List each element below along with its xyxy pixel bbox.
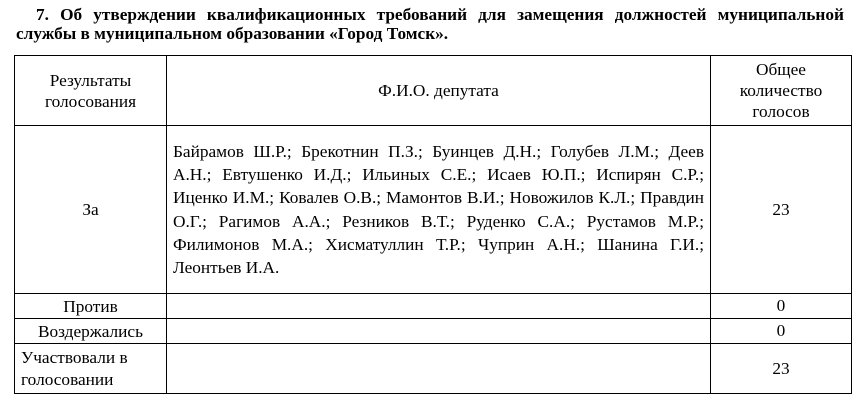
voting-results-table (14, 55, 852, 394)
agenda-item-number: 7. (36, 5, 49, 24)
row-label-against: Против (15, 294, 167, 319)
deputy-names-against (167, 294, 711, 319)
header-deputy-name: Ф.И.О. депутата (167, 56, 711, 126)
table-row-abstained (15, 319, 852, 344)
row-label-abstained: Воздержались (15, 319, 167, 344)
deputy-names-abstained (167, 319, 711, 344)
table-row-against (15, 294, 852, 319)
vote-count-participated: 23 (711, 344, 852, 394)
vote-count-abstained: 0 (711, 319, 852, 344)
vote-count-against: 0 (711, 294, 852, 319)
deputy-names-for: Байрамов Ш.Р.; Брекотнин П.З.; Буинцев Д.Н.; Голубев Л.М.; Деев А.Н.; Евтушенко И.Д.; Ильиных С.Е.; Исаев Ю.П.; Испирян С.Р.; Иценко И.М.; Ковалев О.В.; Мамонтов В.И.; Новожилов К.Л.; Правдин О.Г.; Рагимов А.А.; Резников В.Т.; Руденко С.А.; Рустамов М.Р.; Филимонов М.А.; Хисматуллин Т.Р.; Чуприн А.Н.; Шанина Г.И.; Леонтьев И.А. (167, 126, 711, 294)
row-label-participated: Участвовали в голосовании (15, 344, 167, 394)
vote-count-for: 23 (711, 126, 852, 294)
header-results: Результаты голосования (15, 56, 167, 126)
header-total-votes: Общее количество голосов (711, 56, 852, 126)
deputy-names-participated (167, 344, 711, 394)
table-header-row (15, 56, 852, 126)
agenda-item-heading (16, 5, 844, 43)
table-row-participated (15, 344, 852, 394)
agenda-item-title: Об утверждении квалификационных требований для замещения должностей муниципальной службы в муниципальном образовании «Город Томск». (16, 5, 844, 43)
row-label-for: За (15, 126, 167, 294)
table-row-for (15, 126, 852, 294)
